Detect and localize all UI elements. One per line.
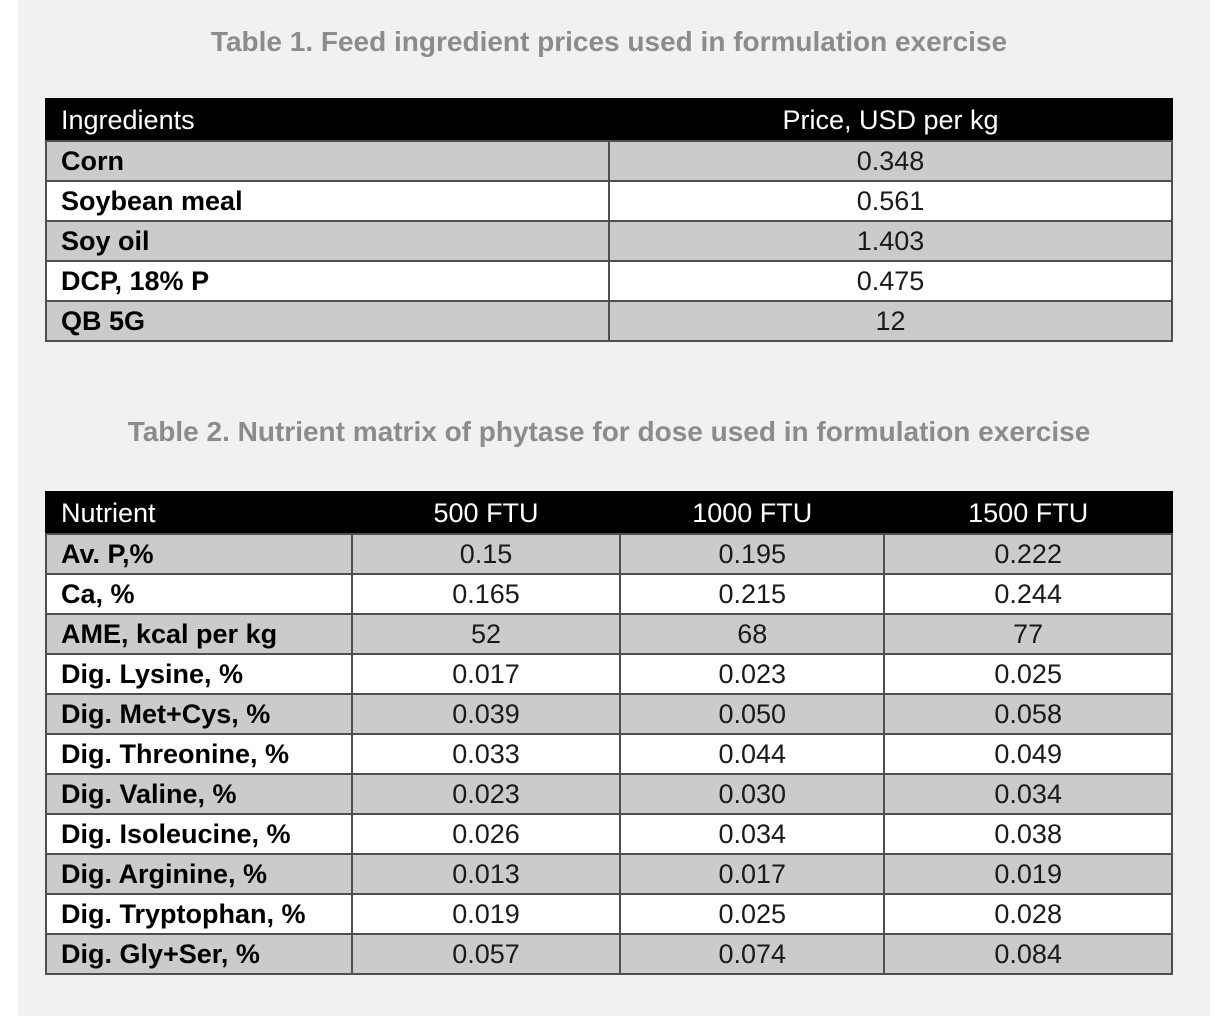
nutrient-name-cell: Dig. Valine, % bbox=[46, 774, 352, 814]
nutrient-name-cell: Dig. Isoleucine, % bbox=[46, 814, 352, 854]
value-500ftu-cell: 0.057 bbox=[352, 934, 620, 974]
value-1000ftu-cell: 0.044 bbox=[620, 734, 884, 774]
table2-header-nutrient: Nutrient bbox=[46, 492, 352, 534]
table2-row bbox=[46, 774, 1172, 814]
value-500ftu-cell: 0.165 bbox=[352, 574, 620, 614]
price-value-cell: 12 bbox=[609, 301, 1172, 341]
value-1500ftu-cell: 0.058 bbox=[884, 694, 1172, 734]
table1-body bbox=[46, 141, 1172, 341]
table1-row bbox=[46, 261, 1172, 301]
value-1000ftu-cell: 0.025 bbox=[620, 894, 884, 934]
nutrient-name-cell: Dig. Arginine, % bbox=[46, 854, 352, 894]
table1-header-ingredients: Ingredients bbox=[46, 99, 609, 141]
nutrient-name-cell: AME, kcal per kg bbox=[46, 614, 352, 654]
value-500ftu-cell: 0.013 bbox=[352, 854, 620, 894]
page-background bbox=[18, 0, 1210, 1016]
value-500ftu-cell: 0.039 bbox=[352, 694, 620, 734]
value-1500ftu-cell: 0.034 bbox=[884, 774, 1172, 814]
table1-row bbox=[46, 141, 1172, 181]
nutrient-name-cell: Dig. Threonine, % bbox=[46, 734, 352, 774]
table1-ingredient-prices bbox=[45, 98, 1173, 342]
nutrient-name-cell: Dig. Lysine, % bbox=[46, 654, 352, 694]
table1-row bbox=[46, 221, 1172, 261]
value-1500ftu-cell: 0.084 bbox=[884, 934, 1172, 974]
table2-row bbox=[46, 854, 1172, 894]
table2-header-row bbox=[46, 492, 1172, 534]
ingredient-name-cell: DCP, 18% P bbox=[46, 261, 609, 301]
table2-row bbox=[46, 814, 1172, 854]
table2-body bbox=[46, 534, 1172, 974]
table1-row bbox=[46, 181, 1172, 221]
table2-row bbox=[46, 614, 1172, 654]
table1-title: Table 1. Feed ingredient prices used in formulation exercise bbox=[210, 26, 1008, 57]
ingredient-name-cell: Soybean meal bbox=[46, 181, 609, 221]
value-500ftu-cell: 0.019 bbox=[352, 894, 620, 934]
table2-row bbox=[46, 734, 1172, 774]
value-1500ftu-cell: 77 bbox=[884, 614, 1172, 654]
value-500ftu-cell: 0.017 bbox=[352, 654, 620, 694]
value-1000ftu-cell: 0.034 bbox=[620, 814, 884, 854]
nutrient-name-cell: Dig. Met+Cys, % bbox=[46, 694, 352, 734]
nutrient-name-cell: Av. P,% bbox=[46, 534, 352, 574]
value-1500ftu-cell: 0.028 bbox=[884, 894, 1172, 934]
nutrient-name-cell: Ca, % bbox=[46, 574, 352, 614]
price-value-cell: 0.475 bbox=[609, 261, 1172, 301]
table2-header-1500ftu: 1500 FTU bbox=[884, 492, 1172, 534]
price-value-cell: 1.403 bbox=[609, 221, 1172, 261]
table1-row bbox=[46, 301, 1172, 341]
value-500ftu-cell: 52 bbox=[352, 614, 620, 654]
ingredient-name-cell: QB 5G bbox=[46, 301, 609, 341]
value-1000ftu-cell: 68 bbox=[620, 614, 884, 654]
value-500ftu-cell: 0.15 bbox=[352, 534, 620, 574]
price-value-cell: 0.348 bbox=[609, 141, 1172, 181]
value-1000ftu-cell: 0.050 bbox=[620, 694, 884, 734]
table1-header-price: Price, USD per kg bbox=[609, 99, 1172, 141]
table1-header-row bbox=[46, 99, 1172, 141]
price-value-cell: 0.561 bbox=[609, 181, 1172, 221]
value-1000ftu-cell: 0.017 bbox=[620, 854, 884, 894]
value-500ftu-cell: 0.033 bbox=[352, 734, 620, 774]
value-1500ftu-cell: 0.244 bbox=[884, 574, 1172, 614]
nutrient-name-cell: Dig. Gly+Ser, % bbox=[46, 934, 352, 974]
value-500ftu-cell: 0.023 bbox=[352, 774, 620, 814]
value-1000ftu-cell: 0.030 bbox=[620, 774, 884, 814]
table2-row bbox=[46, 934, 1172, 974]
nutrient-name-cell: Dig. Tryptophan, % bbox=[46, 894, 352, 934]
table2-nutrient-matrix bbox=[45, 491, 1173, 975]
table2-title: Table 2. Nutrient matrix of phytase for dose used in formulation exercise bbox=[127, 416, 1091, 447]
table2-row bbox=[46, 534, 1172, 574]
value-1500ftu-cell: 0.038 bbox=[884, 814, 1172, 854]
value-1500ftu-cell: 0.025 bbox=[884, 654, 1172, 694]
value-500ftu-cell: 0.026 bbox=[352, 814, 620, 854]
value-1500ftu-cell: 0.049 bbox=[884, 734, 1172, 774]
table2-row bbox=[46, 654, 1172, 694]
value-1000ftu-cell: 0.195 bbox=[620, 534, 884, 574]
table2-row bbox=[46, 574, 1172, 614]
value-1000ftu-cell: 0.215 bbox=[620, 574, 884, 614]
ingredient-name-cell: Corn bbox=[46, 141, 609, 181]
value-1500ftu-cell: 0.222 bbox=[884, 534, 1172, 574]
table2-header-1000ftu: 1000 FTU bbox=[620, 492, 884, 534]
document-content bbox=[18, 26, 1173, 975]
value-1500ftu-cell: 0.019 bbox=[884, 854, 1172, 894]
table2-header-500ftu: 500 FTU bbox=[352, 492, 620, 534]
ingredient-name-cell: Soy oil bbox=[46, 221, 609, 261]
table2-row bbox=[46, 894, 1172, 934]
value-1000ftu-cell: 0.074 bbox=[620, 934, 884, 974]
value-1000ftu-cell: 0.023 bbox=[620, 654, 884, 694]
table2-row bbox=[46, 694, 1172, 734]
